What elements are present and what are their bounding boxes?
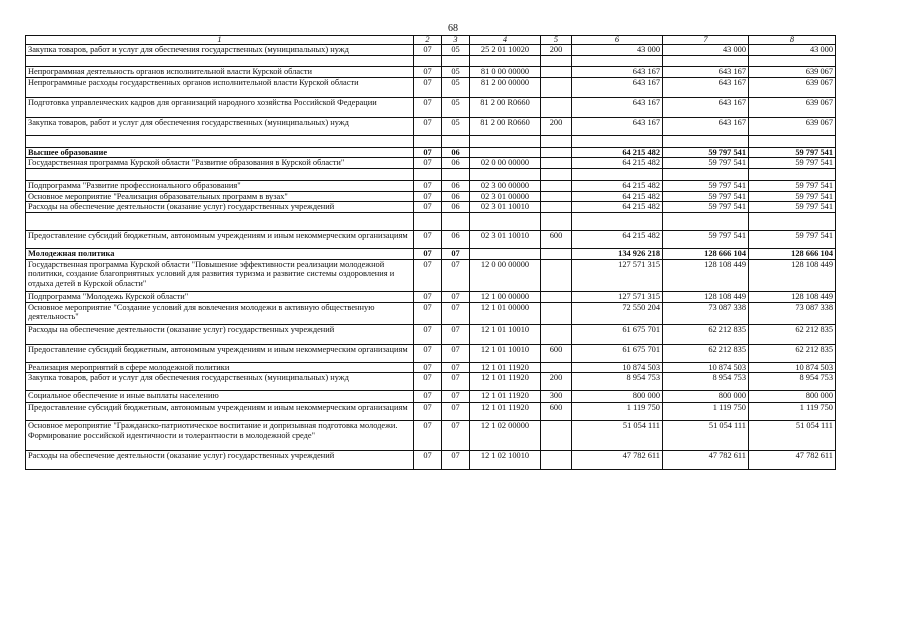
row-amount-2 [663,169,749,181]
row-amount-2: 59 797 541 [663,202,749,213]
page-number: 68 [448,23,458,34]
row-amount-2: 59 797 541 [663,147,749,158]
row-amount-1: 51 054 111 [572,421,663,451]
row-amount-3: 639 067 [749,67,836,78]
row-amount-2: 128 666 104 [663,249,749,260]
row-expense-type [541,77,572,97]
row-amount-1 [572,56,663,67]
row-amount-1: 61 675 701 [572,344,663,362]
row-amount-2: 8 954 753 [663,373,749,391]
row-amount-3: 59 797 541 [749,231,836,249]
row-section: 07 [414,77,442,97]
row-target-code [470,56,541,67]
row-amount-3 [749,135,836,147]
row-target-code: 12 1 01 10010 [470,324,541,344]
row-subsection: 06 [442,202,470,213]
row-amount-3 [749,213,836,231]
row-name: Расходы на обеспечение деятельности (оказание услуг) государственных учреждений [26,202,414,213]
row-subsection: 07 [442,373,470,391]
row-subsection: 06 [442,158,470,169]
table-row [26,67,836,78]
row-amount-3: 128 666 104 [749,249,836,260]
row-expense-type [541,202,572,213]
row-section [414,169,442,181]
row-name: Непрограммные расходы государственных органов исполнительной власти Курской области [26,77,414,97]
row-amount-2: 643 167 [663,67,749,78]
row-expense-type: 600 [541,344,572,362]
table-body [26,45,836,470]
row-subsection: 07 [442,302,470,324]
header-cell: 6 [572,36,663,45]
row-name [26,135,414,147]
row-amount-1: 64 215 482 [572,147,663,158]
row-name [26,169,414,181]
table-row [26,231,836,249]
row-target-code [470,135,541,147]
row-amount-2: 51 054 111 [663,421,749,451]
table-row [26,202,836,213]
header-cell: 3 [442,36,470,45]
row-amount-2 [663,213,749,231]
row-subsection: 07 [442,421,470,451]
row-target-code: 12 1 01 00000 [470,302,541,324]
row-amount-1: 643 167 [572,117,663,135]
row-amount-3 [749,56,836,67]
row-name: Высшее образование [26,147,414,158]
header-row [26,36,836,45]
row-amount-3: 73 087 338 [749,302,836,324]
row-amount-1: 47 782 611 [572,451,663,470]
row-section: 07 [414,324,442,344]
row-amount-1: 127 571 315 [572,259,663,291]
row-amount-1: 61 675 701 [572,324,663,344]
row-section: 07 [414,67,442,78]
row-subsection [442,169,470,181]
row-amount-2: 62 212 835 [663,324,749,344]
row-expense-type [541,302,572,324]
table-row [26,191,836,202]
table-row [26,147,836,158]
row-amount-2: 128 108 449 [663,291,749,302]
row-name: Закупка товаров, работ и услуг для обеспечения государственных (муниципальных) нужд [26,45,414,56]
row-section: 07 [414,373,442,391]
row-amount-1: 134 926 218 [572,249,663,260]
row-amount-1: 643 167 [572,77,663,97]
row-expense-type: 200 [541,373,572,391]
row-expense-type [541,213,572,231]
row-name: Основное мероприятие "Гражданско-патриотическое воспитание и допризывная подготовка молодежи. Формирование российской идентичности и толерантности в молодежной среде" [26,421,414,451]
row-target-code: 12 1 01 11920 [470,373,541,391]
row-name: Подпрограмма "Развитие профессионального образования" [26,181,414,192]
row-amount-1 [572,213,663,231]
row-section: 07 [414,391,442,403]
row-amount-2: 128 108 449 [663,259,749,291]
row-amount-2: 643 167 [663,97,749,117]
table-row [26,391,836,403]
row-section: 07 [414,231,442,249]
table-row [26,135,836,147]
row-subsection [442,56,470,67]
row-target-code: 81 0 00 00000 [470,67,541,78]
row-target-code: 81 2 00 R0660 [470,97,541,117]
row-subsection: 05 [442,45,470,56]
row-target-code: 12 1 00 00000 [470,291,541,302]
table-row [26,344,836,362]
row-expense-type: 600 [541,231,572,249]
row-section: 07 [414,291,442,302]
row-expense-type [541,191,572,202]
row-amount-2: 62 212 835 [663,344,749,362]
row-section: 07 [414,97,442,117]
row-amount-1: 643 167 [572,97,663,117]
row-target-code: 02 3 00 00000 [470,181,541,192]
row-section: 07 [414,259,442,291]
row-amount-2: 59 797 541 [663,231,749,249]
row-section: 07 [414,362,442,373]
row-amount-3: 59 797 541 [749,191,836,202]
row-subsection: 07 [442,403,470,421]
row-amount-1: 127 571 315 [572,291,663,302]
row-subsection [442,135,470,147]
row-section: 07 [414,202,442,213]
row-expense-type: 300 [541,391,572,403]
table-row [26,302,836,324]
row-expense-type: 600 [541,403,572,421]
row-amount-3: 639 067 [749,77,836,97]
row-section: 07 [414,191,442,202]
row-target-code: 12 1 01 11920 [470,391,541,403]
row-target-code [470,147,541,158]
row-target-code: 12 1 02 10010 [470,451,541,470]
row-amount-1: 10 874 503 [572,362,663,373]
row-target-code: 25 2 01 10020 [470,45,541,56]
row-amount-3: 62 212 835 [749,344,836,362]
row-section: 07 [414,344,442,362]
row-subsection: 06 [442,231,470,249]
row-subsection [442,213,470,231]
row-subsection: 05 [442,77,470,97]
row-amount-1: 8 954 753 [572,373,663,391]
row-expense-type [541,97,572,117]
table-row [26,45,836,56]
row-amount-3 [749,169,836,181]
row-name: Предоставление субсидий бюджетным, автономным учреждениям и иным некоммерческим организациям [26,231,414,249]
row-section: 07 [414,147,442,158]
row-amount-2: 59 797 541 [663,181,749,192]
table-row [26,158,836,169]
row-name: Подготовка управленческих кадров для организаций народного хозяйства Российской Федерации [26,97,414,117]
header-cell: 1 [26,36,414,45]
row-expense-type [541,169,572,181]
row-target-code: 81 2 00 R0660 [470,117,541,135]
row-subsection: 06 [442,181,470,192]
header-cell: 5 [541,36,572,45]
row-amount-3: 47 782 611 [749,451,836,470]
row-name: Непрограммная деятельность органов исполнительной власти Курской области [26,67,414,78]
row-amount-1: 643 167 [572,67,663,78]
row-name: Предоставление субсидий бюджетным, автономным учреждениям и иным некоммерческим организациям [26,403,414,421]
row-amount-1: 64 215 482 [572,231,663,249]
row-section: 07 [414,117,442,135]
row-amount-3: 128 108 449 [749,259,836,291]
row-name: Государственная программа Курской области "Развитие образования в Курской области" [26,158,414,169]
row-amount-2: 643 167 [663,77,749,97]
row-amount-1: 64 215 482 [572,202,663,213]
row-amount-1: 800 000 [572,391,663,403]
row-expense-type [541,67,572,78]
row-name: Закупка товаров, работ и услуг для обеспечения государственных (муниципальных) нужд [26,117,414,135]
row-amount-2: 59 797 541 [663,191,749,202]
row-section: 07 [414,302,442,324]
row-amount-3: 639 067 [749,117,836,135]
row-amount-3: 59 797 541 [749,158,836,169]
row-expense-type [541,56,572,67]
row-subsection: 07 [442,362,470,373]
row-target-code: 12 0 00 00000 [470,259,541,291]
row-amount-1 [572,169,663,181]
row-amount-1: 72 550 204 [572,302,663,324]
row-target-code [470,249,541,260]
row-amount-1: 64 215 482 [572,181,663,192]
row-expense-type [541,181,572,192]
row-amount-2: 800 000 [663,391,749,403]
row-amount-1 [572,135,663,147]
table-row [26,421,836,451]
row-subsection: 06 [442,147,470,158]
row-section: 07 [414,249,442,260]
table-row [26,451,836,470]
row-section [414,135,442,147]
row-name [26,56,414,67]
table-row [26,324,836,344]
row-amount-3: 10 874 503 [749,362,836,373]
row-amount-3: 51 054 111 [749,421,836,451]
row-expense-type [541,147,572,158]
row-subsection: 05 [442,67,470,78]
row-name: Закупка товаров, работ и услуг для обеспечения государственных (муниципальных) нужд [26,373,414,391]
row-section: 07 [414,421,442,451]
row-amount-1: 64 215 482 [572,191,663,202]
row-amount-1: 64 215 482 [572,158,663,169]
row-amount-2: 1 119 750 [663,403,749,421]
row-amount-3: 800 000 [749,391,836,403]
table-row [26,181,836,192]
header-cell: 7 [663,36,749,45]
row-amount-3: 59 797 541 [749,202,836,213]
table-row [26,77,836,97]
row-expense-type [541,135,572,147]
row-amount-3: 1 119 750 [749,403,836,421]
row-subsection: 07 [442,291,470,302]
row-subsection: 07 [442,391,470,403]
row-target-code: 81 2 00 00000 [470,77,541,97]
row-subsection: 07 [442,324,470,344]
row-amount-2: 47 782 611 [663,451,749,470]
row-name: Расходы на обеспечение деятельности (оказание услуг) государственных учреждений [26,324,414,344]
row-amount-3: 128 108 449 [749,291,836,302]
row-name: Социальное обеспечение и иные выплаты населению [26,391,414,403]
row-subsection: 06 [442,191,470,202]
row-target-code: 12 1 01 11920 [470,403,541,421]
row-amount-2: 59 797 541 [663,158,749,169]
table-row [26,291,836,302]
row-amount-3: 8 954 753 [749,373,836,391]
row-target-code: 12 1 01 11920 [470,362,541,373]
row-name: Молодежная политика [26,249,414,260]
table-row [26,259,836,291]
header-cell: 8 [749,36,836,45]
row-expense-type [541,362,572,373]
header-cell: 4 [470,36,541,45]
row-amount-3: 43 000 [749,45,836,56]
row-expense-type [541,451,572,470]
table-row [26,56,836,67]
table-row [26,117,836,135]
row-section [414,56,442,67]
row-section: 07 [414,403,442,421]
row-section: 07 [414,451,442,470]
row-name: Предоставление субсидий бюджетным, автономным учреждениям и иным некоммерческим организациям [26,344,414,362]
budget-table [25,35,836,470]
row-subsection: 07 [442,249,470,260]
header-cell: 2 [414,36,442,45]
row-expense-type: 200 [541,45,572,56]
row-expense-type [541,291,572,302]
row-amount-3: 59 797 541 [749,147,836,158]
row-target-code: 12 1 02 00000 [470,421,541,451]
row-expense-type [541,249,572,260]
row-expense-type [541,259,572,291]
row-amount-1: 43 000 [572,45,663,56]
table-row [26,403,836,421]
row-subsection: 07 [442,259,470,291]
row-name: Основное мероприятие "Создание условий для вовлечения молодежи в активную общественную деятельность" [26,302,414,324]
row-name: Подпрограмма "Молодежь Курской области" [26,291,414,302]
row-amount-2: 43 000 [663,45,749,56]
row-target-code: 02 3 01 00000 [470,191,541,202]
row-subsection: 05 [442,97,470,117]
row-name: Государственная программа Курской области "Повышение эффективности реализации молодежной политики, создание благоприятных условий для развития туризма и развитие системы оздоровления и отдыха детей в Курской области" [26,259,414,291]
row-amount-3: 59 797 541 [749,181,836,192]
row-subsection: 07 [442,344,470,362]
row-expense-type [541,421,572,451]
table-row [26,97,836,117]
row-amount-2: 73 087 338 [663,302,749,324]
table-row [26,249,836,260]
table-row [26,362,836,373]
row-target-code: 02 3 01 10010 [470,202,541,213]
row-name: Основное мероприятие "Реализация образовательных программ в вузах" [26,191,414,202]
row-amount-3: 639 067 [749,97,836,117]
row-section: 07 [414,181,442,192]
table-row [26,213,836,231]
row-target-code: 02 3 01 10010 [470,231,541,249]
row-subsection: 07 [442,451,470,470]
row-target-code [470,213,541,231]
row-expense-type [541,158,572,169]
table-row [26,169,836,181]
row-subsection: 05 [442,117,470,135]
row-target-code: 02 0 00 00000 [470,158,541,169]
row-name: Реализация мероприятий в сфере молодежной политики [26,362,414,373]
row-target-code [470,169,541,181]
row-target-code: 12 1 01 10010 [470,344,541,362]
row-amount-3: 62 212 835 [749,324,836,344]
row-amount-2 [663,56,749,67]
row-section: 07 [414,158,442,169]
row-expense-type [541,324,572,344]
row-section: 07 [414,45,442,56]
row-name [26,213,414,231]
row-amount-1: 1 119 750 [572,403,663,421]
row-expense-type: 200 [541,117,572,135]
row-section [414,213,442,231]
row-amount-2: 10 874 503 [663,362,749,373]
row-name: Расходы на обеспечение деятельности (оказание услуг) государственных учреждений [26,451,414,470]
table-row [26,373,836,391]
row-amount-2: 643 167 [663,117,749,135]
row-amount-2 [663,135,749,147]
